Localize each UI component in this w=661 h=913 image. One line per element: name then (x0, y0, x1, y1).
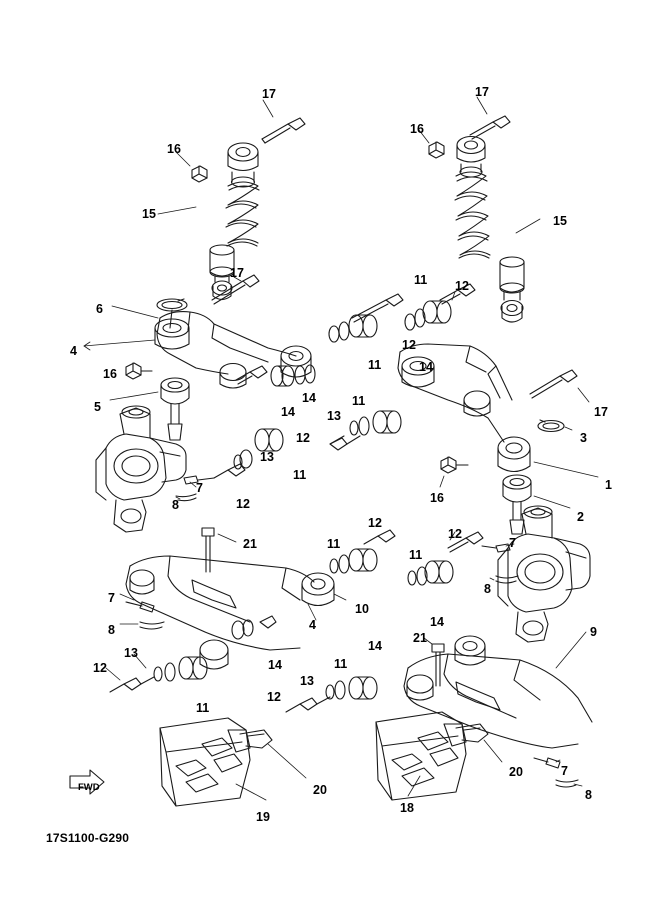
screw-7-right-knuckle (482, 544, 510, 552)
callout-14-16: 14 (302, 391, 316, 405)
nut-16-upper-right (429, 142, 444, 158)
callout-8-43: 8 (108, 623, 115, 637)
callout-12-8: 12 (402, 338, 416, 352)
callout-11-10: 11 (368, 358, 382, 372)
nut-16-left-arm (126, 363, 152, 379)
callout-9-41: 9 (590, 625, 597, 639)
callout-11-35: 11 (409, 548, 423, 562)
callout-16-14: 16 (103, 367, 117, 381)
callout-17-26: 17 (594, 405, 608, 419)
callout-13-48: 13 (300, 674, 314, 688)
callout-21-45: 21 (413, 631, 427, 645)
callout-20-55: 20 (509, 765, 523, 779)
ball-joint-2 (503, 475, 531, 534)
drawing-number: 17S1100-G290 (46, 831, 130, 845)
cotter-pin-8-left (176, 494, 196, 501)
nut-16-upper-left (192, 166, 207, 182)
right-footrest-18 (376, 712, 488, 800)
left-lower-bush-stack-b (232, 616, 276, 639)
leader-17-left (263, 100, 273, 117)
callout-7-31: 7 (509, 536, 516, 550)
callout-11-19: 11 (352, 394, 366, 408)
callout-13-18: 13 (327, 409, 341, 423)
callout-11-52: 11 (196, 701, 210, 715)
callout-12-23: 12 (236, 497, 250, 511)
callout-8-58: 8 (585, 788, 592, 802)
nut-16-right-arm (441, 457, 468, 473)
callout-16-29: 16 (430, 491, 444, 505)
callout-1-28: 1 (605, 478, 612, 492)
callout-14-9: 14 (419, 360, 433, 374)
callout-14-40: 14 (430, 615, 444, 629)
callout-12-50: 12 (93, 661, 107, 675)
callout-12-49: 12 (267, 690, 281, 704)
bolt-21-left (202, 528, 214, 572)
callout-14-46: 14 (368, 639, 382, 653)
callout-19-54: 19 (256, 810, 270, 824)
cotter-pin-8-right (496, 576, 518, 583)
callout-17-0: 17 (262, 87, 276, 101)
right-bush-set-upper-b (329, 315, 377, 342)
callout-7-24: 7 (196, 481, 203, 495)
leader-15-left (158, 207, 196, 214)
callout-15-5: 15 (553, 214, 567, 228)
fwd-label: FWD (78, 782, 100, 793)
callout-14-17: 14 (281, 405, 295, 419)
ball-joint-5 (161, 378, 189, 440)
left-upper-arm (155, 310, 311, 388)
cotter-pin-8-lower-left (140, 622, 164, 629)
callout-11-21: 11 (293, 468, 307, 482)
left-lower-arm (126, 556, 334, 669)
screw-7-right-lower (534, 758, 560, 768)
callout-13-51: 13 (124, 646, 138, 660)
callout-4-12: 4 (70, 344, 77, 358)
callout-12-36: 12 (448, 527, 462, 541)
callout-12-20: 12 (296, 431, 310, 445)
right-lower-arm (404, 636, 592, 748)
callout-13-22: 13 (260, 450, 274, 464)
callout-3-27: 3 (580, 431, 587, 445)
callout-2-30: 2 (577, 510, 584, 524)
bolt-17-upper-left (262, 118, 305, 143)
bolt-17-upper-right (470, 116, 510, 139)
callout-12-6: 12 (455, 279, 469, 293)
callout-5-15: 5 (94, 400, 101, 414)
left-front-knuckle (96, 406, 186, 532)
callout-7-57: 7 (561, 764, 568, 778)
right-front-knuckle (498, 506, 590, 642)
callout-7-42: 7 (108, 591, 115, 605)
bolt-17-right-arm (530, 370, 577, 398)
right-bush-set-mid (330, 294, 403, 450)
right-upper-arm (398, 344, 530, 472)
callout-11-34: 11 (327, 537, 341, 551)
left-footrest-19 (160, 718, 272, 806)
callout-15-2: 15 (142, 207, 156, 221)
callout-18-56: 18 (400, 801, 414, 815)
callout-12-33: 12 (368, 516, 382, 530)
right-shock-absorber (455, 137, 524, 323)
cotter-pin-8-right-lower (556, 780, 578, 787)
callout-10-38: 10 (355, 602, 369, 616)
callout-16-1: 16 (167, 142, 181, 156)
callout-21-37: 21 (243, 537, 257, 551)
callout-11-47: 11 (334, 657, 348, 671)
callout-17-13: 17 (230, 266, 244, 280)
callout-4-39: 4 (309, 618, 316, 632)
callout-16-4: 16 (410, 122, 424, 136)
callout-14-44: 14 (268, 658, 282, 672)
bolt-21-right (432, 644, 444, 686)
circlip-6-left (157, 299, 187, 311)
callout-20-53: 20 (313, 783, 327, 797)
circlip-3-right (538, 420, 564, 432)
callout-8-32: 8 (484, 582, 491, 596)
callout-8-25: 8 (172, 498, 179, 512)
callout-11-7: 11 (414, 273, 428, 287)
callout-17-3: 17 (475, 85, 489, 99)
left-lower-bush-stack (110, 657, 207, 692)
callout-6-11: 6 (96, 302, 103, 316)
